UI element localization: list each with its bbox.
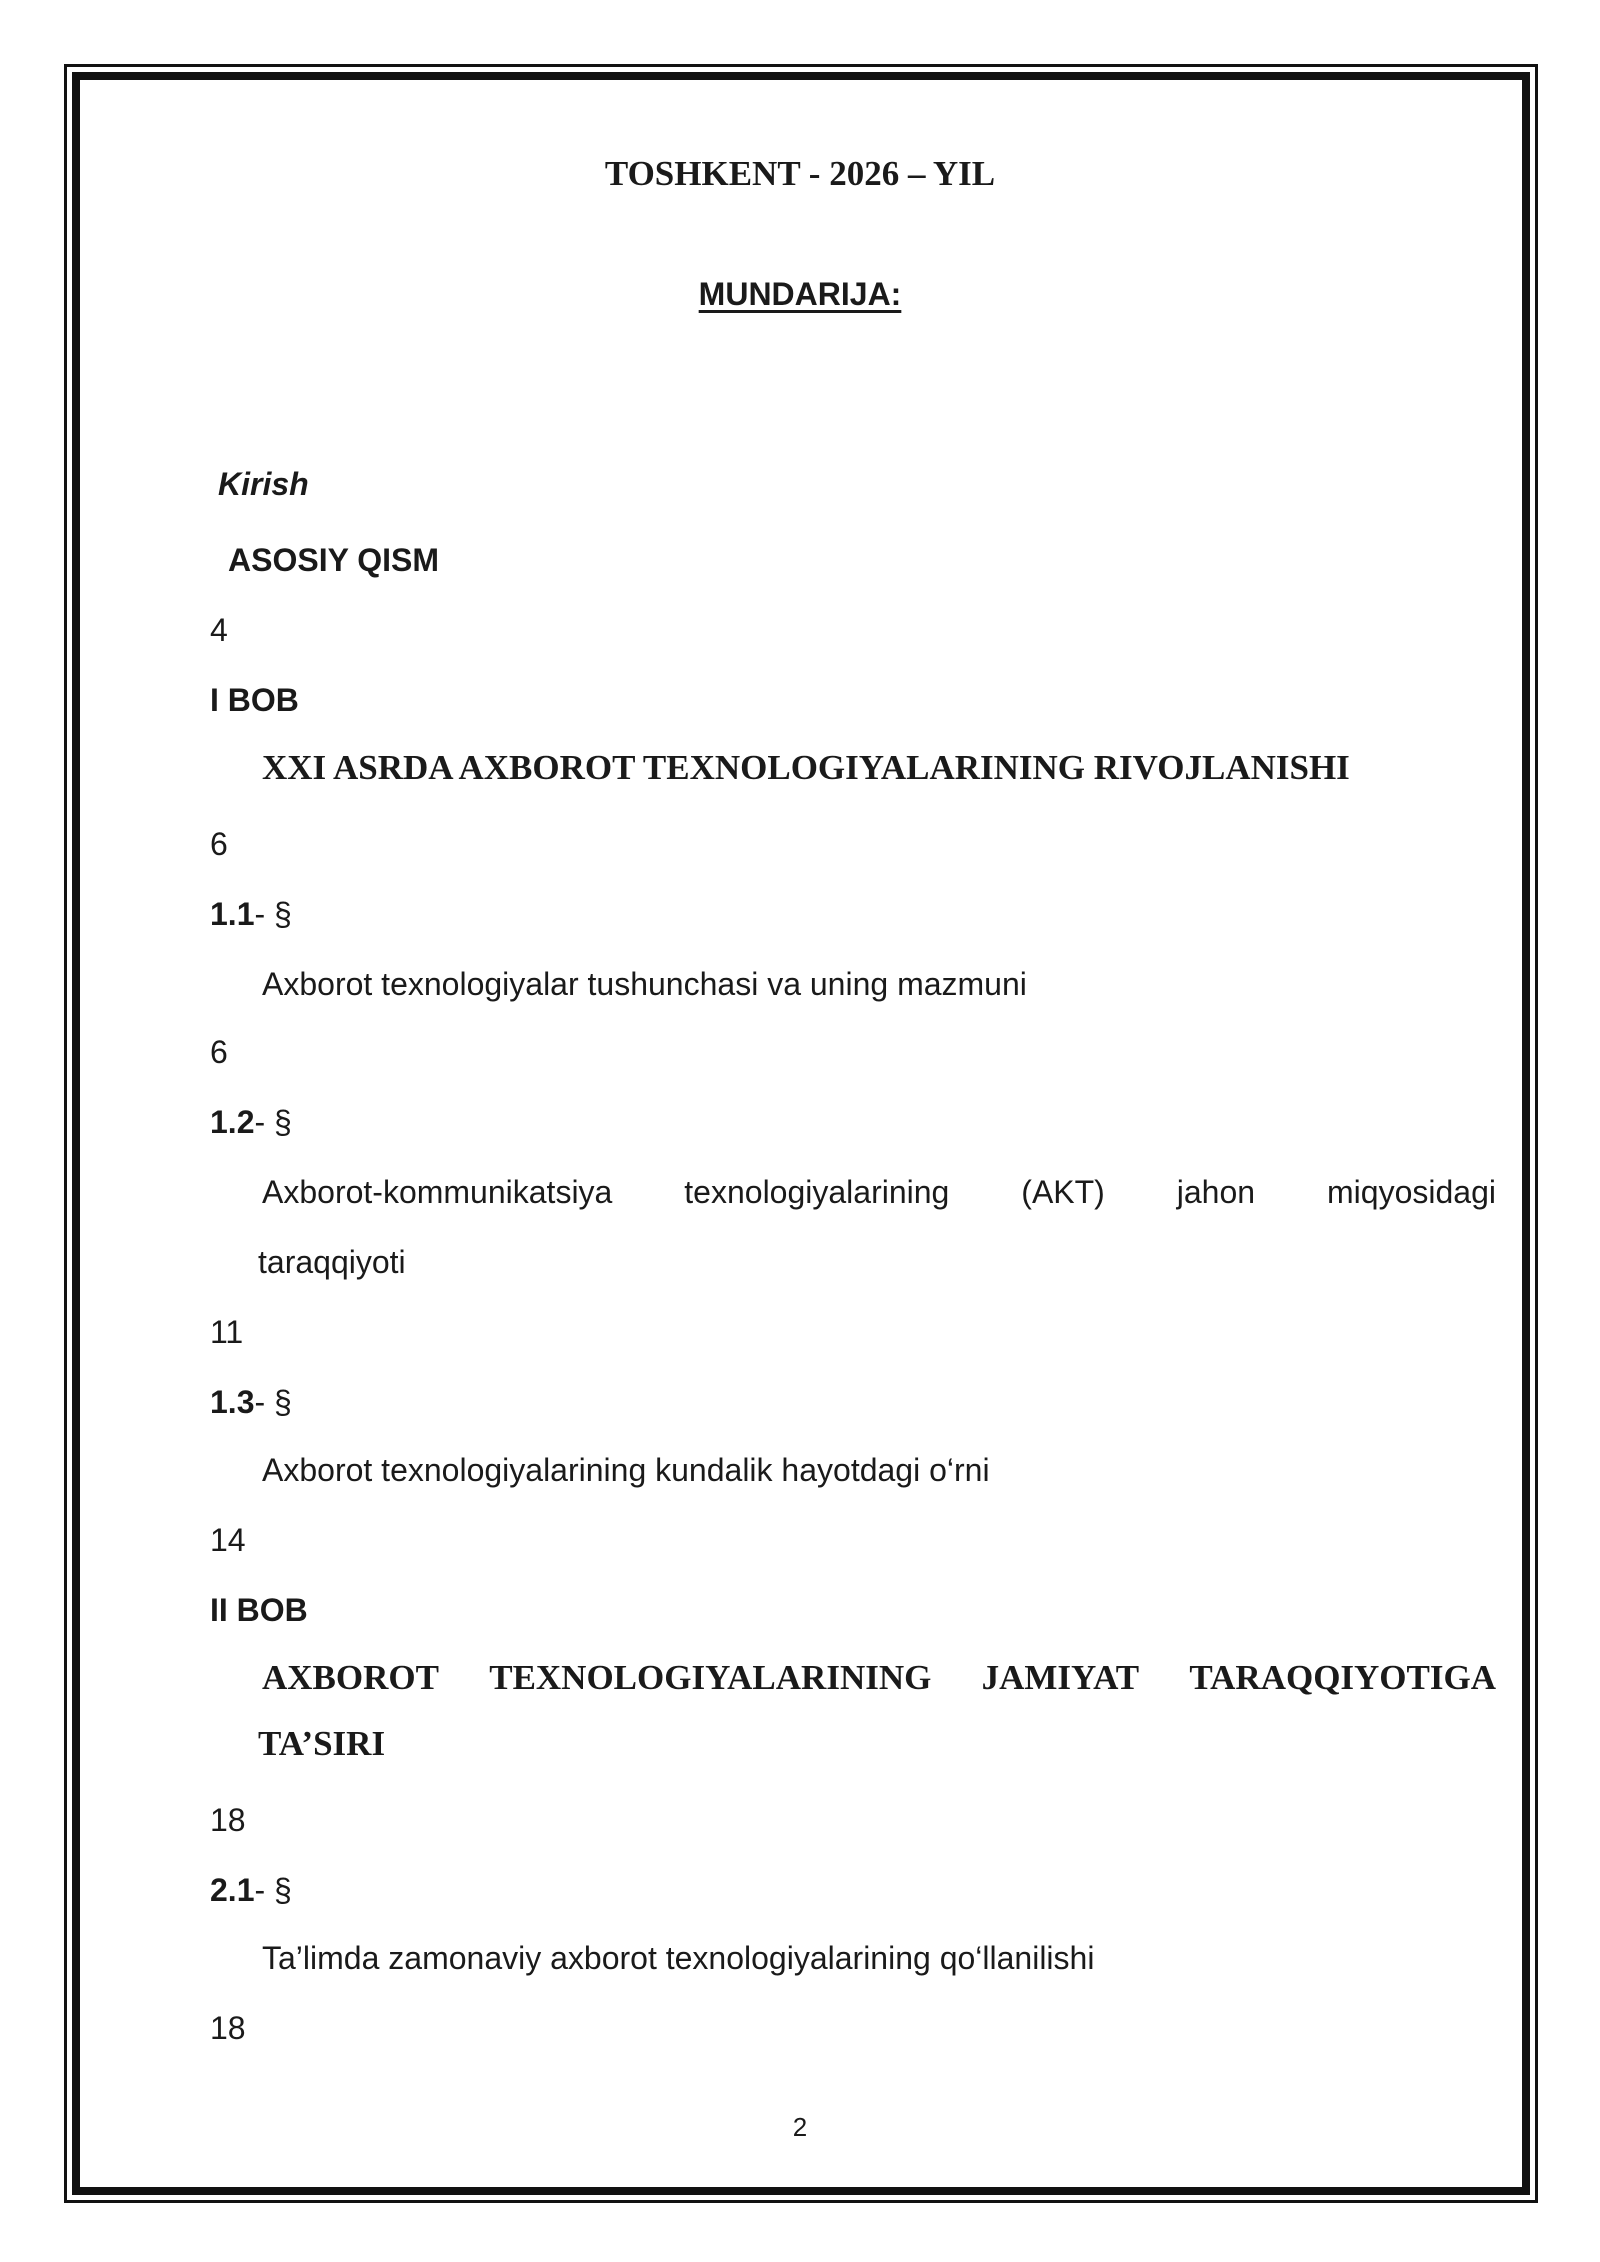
toc-title: MUNDARIJA: bbox=[698, 276, 902, 312]
section-1-1-label: 1.1- § bbox=[210, 896, 292, 932]
chapter2-title-line1: AXBOROT TEXNOLOGIYALARINING JAMIYAT TARAQQIYOTIGA bbox=[262, 1658, 1496, 1697]
chapter2-title-line2: TA’SIRI bbox=[258, 1724, 386, 1763]
section-1-2-title-line1: Axborot-kommunikatsiya texnologiyalarining (AKT) jahon miqyosidagi bbox=[262, 1174, 1496, 1210]
section-2-1-label: 2.1- § bbox=[210, 1872, 292, 1908]
section-1-3-label: 1.3- § bbox=[210, 1384, 292, 1420]
toc-page-number: 4 bbox=[210, 612, 228, 648]
section-1-1-title: Axborot texnologiyalar tushunchasi va uning mazmuni bbox=[262, 966, 1027, 1002]
toc-page-number: 14 bbox=[210, 1522, 246, 1558]
toc-page-number: 18 bbox=[210, 2010, 246, 2046]
chapter2-label: II BOB bbox=[210, 1592, 308, 1628]
toc-page-number: 18 bbox=[210, 1802, 246, 1838]
toc-page-number: 11 bbox=[210, 1314, 244, 1350]
toc-main-part: ASOSIY QISM bbox=[228, 542, 440, 578]
toc-page-number: 6 bbox=[210, 1034, 228, 1070]
toc-page-number: 6 bbox=[210, 826, 228, 862]
chapter1-label: I BOB bbox=[210, 682, 299, 718]
toc-intro: Kirish bbox=[218, 466, 309, 502]
city-year-heading: TOSHKENT - 2026 – YIL bbox=[604, 154, 996, 193]
section-1-2-label: 1.2- § bbox=[210, 1104, 292, 1140]
section-1-3-title: Axborot texnologiyalarining kundalik hayotdagi o‘rni bbox=[262, 1452, 990, 1488]
section-1-2-title-line2: taraqqiyoti bbox=[258, 1244, 406, 1280]
chapter1-title: XXI ASRDA AXBOROT TEXNOLOGIYALARINING RIVOJLANISHI bbox=[262, 748, 1350, 787]
page-number: 2 bbox=[792, 2112, 808, 2142]
section-2-1-title: Ta’limda zamonaviy axborot texnologiyalarining qo‘llanilishi bbox=[262, 1940, 1095, 1976]
